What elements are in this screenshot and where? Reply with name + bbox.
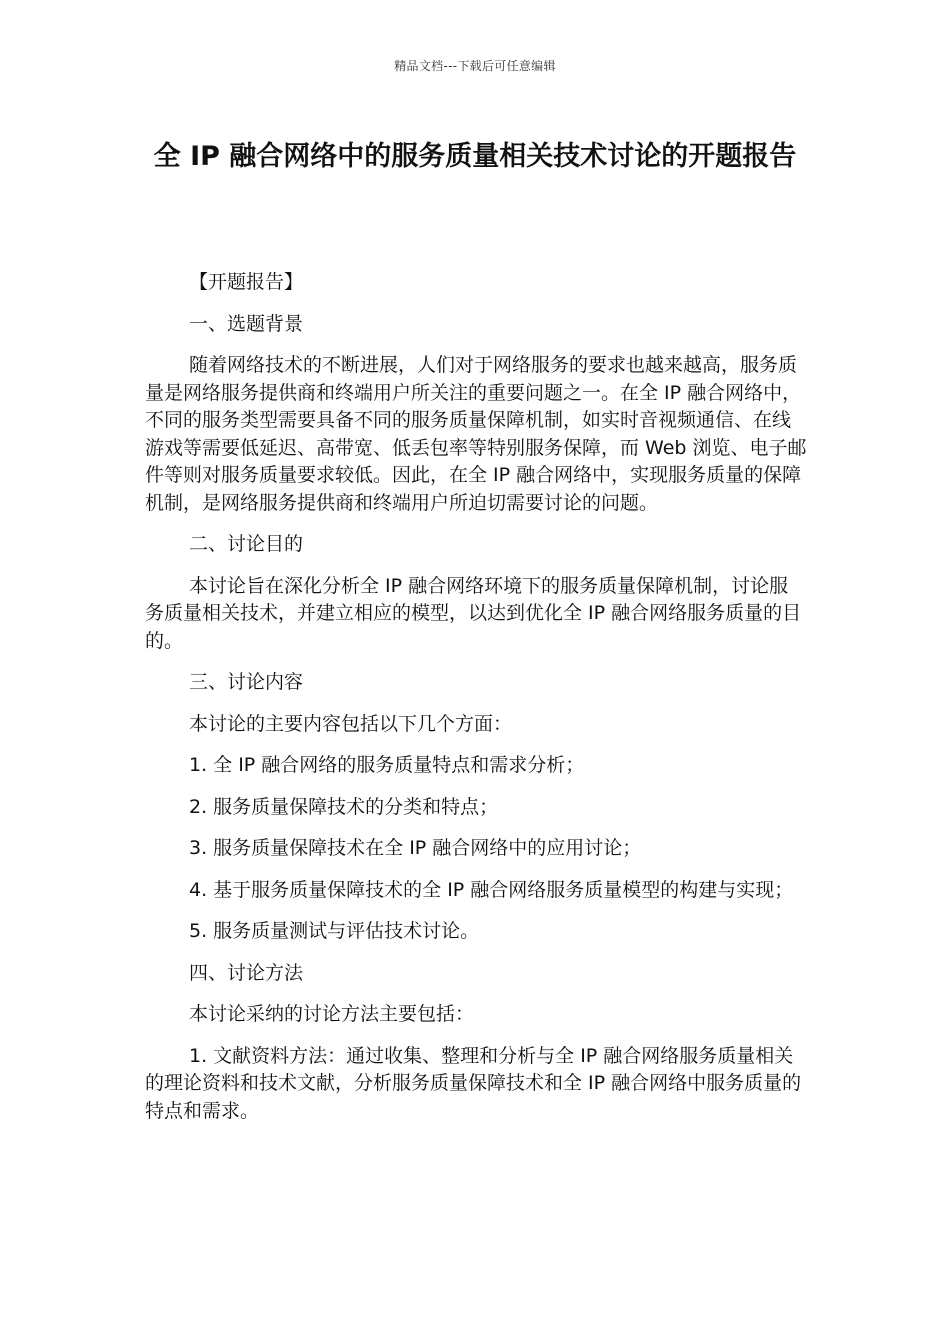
section-heading-purpose: 二、讨论目的 (189, 533, 304, 555)
page-header-note: 精品文档---下载后可任意编辑 (394, 59, 556, 73)
content-item-2: 2. 服务质量保障技术的分类和特点； (189, 795, 499, 818)
report-label: 【开题报告】 (189, 271, 304, 293)
document-body (145, 269, 807, 1139)
method-intro: 本讨论采纳的讨论方法主要包括： (189, 1003, 475, 1025)
section-heading-method: 四、讨论方法 (189, 961, 304, 984)
document-title: 全 IP 融合网络中的服务质量相关技术讨论的开题报告 (153, 141, 797, 172)
content-item-4: 4. 基于服务质量保障技术的全 IP 融合网络服务质量模型的构建与实现； (189, 878, 794, 901)
section-heading-content: 三、讨论内容 (189, 671, 304, 693)
background-paragraph: 随着网络技术的不断进展，人们对于网络服务的要求也越来越高，服务质量是网络服务提供商和终端用户所关注的重要问题之一。在全 IP 融合网络中，不同的服务类型需要具备不同的服务质量保障机制，如实时音视频通信、在线游戏等需要低延迟、高带宽、低丢包率等特别服务保障，而 Web 浏览、电子邮件等则对服务质量要求较低。因此，在全 IP 融合网络中，实现服务质量的保障机制，是网络服务提供商和终端用户所迫切需要讨论的问题。 (145, 354, 807, 514)
method-item-1: 1. 文献资料方法：通过收集、整理和分析与全 IP 融合网络服务质量相关的理论资料和技术文献，分析服务质量保障技术和全 IP 融合网络中服务质量的特点和需求。 (145, 1044, 802, 1122)
content-item-3: 3. 服务质量保障技术在全 IP 融合网络中的应用讨论； (189, 837, 642, 859)
content-intro: 本讨论的主要内容包括以下几个方面： (189, 712, 513, 735)
purpose-paragraph: 本讨论旨在深化分析全 IP 融合网络环境下的服务质量保障机制，讨论服务质量相关技术，并建立相应的模型，以达到优化全 IP 融合网络服务质量的目的。 (145, 574, 802, 652)
section-heading-background: 一、选题背景 (189, 312, 304, 335)
content-item-5: 5. 服务质量测试与评估技术讨论。 (189, 920, 480, 942)
content-item-1: 1. 全 IP 融合网络的服务质量特点和需求分析； (189, 754, 585, 776)
